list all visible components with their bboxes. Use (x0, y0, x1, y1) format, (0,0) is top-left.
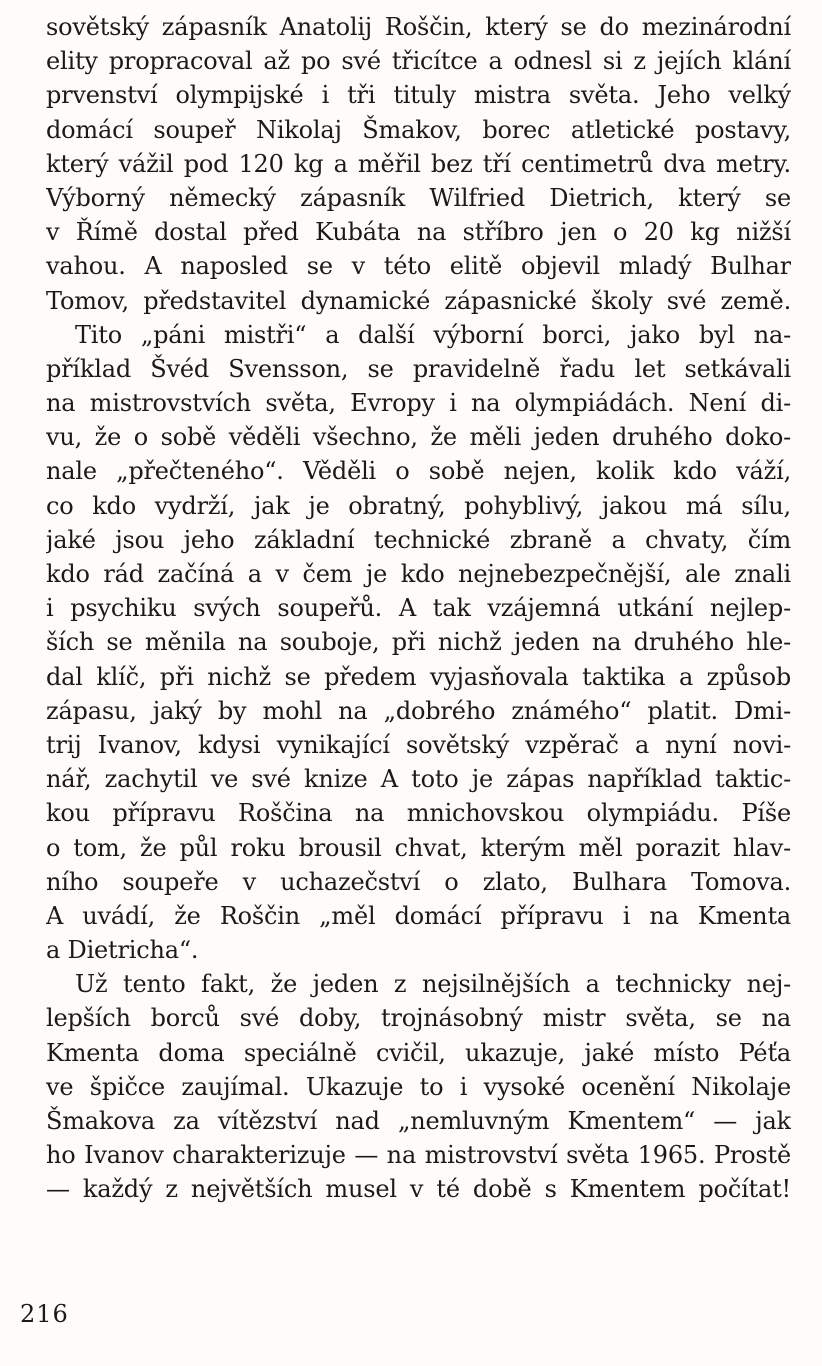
text-line: zápasu, jaký by mohl na „dobrého známého“ platit. Dmi- (46, 696, 791, 725)
text-line: Tito „páni mistři“ a další výborní borci, jako byl na- (75, 320, 791, 349)
text-line: Výborný německý zápasník Wilfried Dietrich, který se (46, 183, 791, 212)
text-line: lepších borců své doby, trojnásobný mistr světa, se na (46, 1004, 791, 1033)
text-line: dal klíč, při nichž se předem vyjasňovala taktika a způsob (46, 662, 791, 691)
text-line: — každý z největších musel v té době s Kmentem počítat! (46, 1175, 791, 1204)
text-line: a Dietricha“. (46, 936, 199, 965)
text-line: Tomov, představitel dynamické zápasnické školy své země. (46, 286, 791, 315)
text-line: Kmenta doma speciálně cvičil, ukazuje, jaké místo Péťa (46, 1038, 791, 1067)
text-line: o tom, že půl roku brousil chvat, kterým měl porazit hlav- (46, 833, 791, 862)
text-line: kdo rád začíná a v čem je kdo nejnebezpečnější, ale znali (46, 560, 791, 588)
text-line: vahou. A naposled se v této elitě objevil mladý Bulhar (46, 252, 791, 281)
text-line: co kdo vydrží, jak je obratný, pohyblivý, jakou má sílu, (46, 491, 791, 520)
text-line: ního soupeře v uchazečství o zlato, Bulhara Tomova. (46, 867, 791, 896)
text-line: trij Ivanov, kdysi vynikající sovětský vzpěrač a nyní novi- (46, 730, 791, 759)
text-line: jaké jsou jeho základní technické zbraně a chvaty, čím (46, 525, 791, 554)
text-line: na mistrovstvích světa, Evropy i na olympiádách. Není di- (46, 389, 791, 418)
text-line: prvenství olympijské i tři tituly mistra světa. Jeho velký (46, 81, 791, 110)
text-line: sovětský zápasník Anatolij Roščin, který se do mezinárodní (46, 13, 791, 41)
text-line: nale „přečteného“. Věděli o sobě nejen, kolik kdo váží, (46, 457, 791, 486)
text-line: ho Ivanov charakterizuje — na mistrovství světa 1965. Prostě (46, 1141, 791, 1170)
body-text (46, 10, 791, 1207)
text-line: A uvádí, že Roščin „měl domácí přípravu i na Kmenta (46, 901, 791, 930)
text-line: v Římě dostal před Kubáta na stříbro jen o 20 kg nižší (46, 218, 791, 247)
text-line: příklad Švéd Svensson, se pravidelně řadu let setkávali (46, 354, 791, 383)
text-line: vu, že o sobě věděli všechno, že měli jeden druhého doko- (46, 423, 791, 452)
text-line: nář, zachytil ve své knize A toto je zápas například taktic- (46, 765, 791, 794)
text-line: ve špičce zaujímal. Ukazuje to i vysoké ocenění Nikolaje (46, 1072, 791, 1101)
text-line: domácí soupeř Nikolaj Šmakov, borec atletické postavy, (46, 115, 791, 144)
text-line: Šmakova za vítězství nad „nemluvným Kmentem“ — jak (46, 1107, 791, 1135)
text-line: Už tento fakt, že jeden z nejsilnějších a technicky nej- (75, 970, 791, 999)
text-line: ších se měnila na souboje, při nichž jeden na druhého hle- (46, 628, 791, 657)
text-line: i psychiku svých soupeřů. A tak vzájemná utkání nejlep- (46, 594, 791, 623)
text-line: který vážil pod 120 kg a měřil bez tří centimetrů dva metry. (46, 149, 791, 178)
text-line: kou přípravu Roščina na mnichovskou olympiádu. Píše (46, 799, 791, 828)
page-number: 216 (20, 1300, 69, 1328)
text-line: elity propracoval až po své třicítce a odnesl si z jejích klání (46, 47, 791, 76)
